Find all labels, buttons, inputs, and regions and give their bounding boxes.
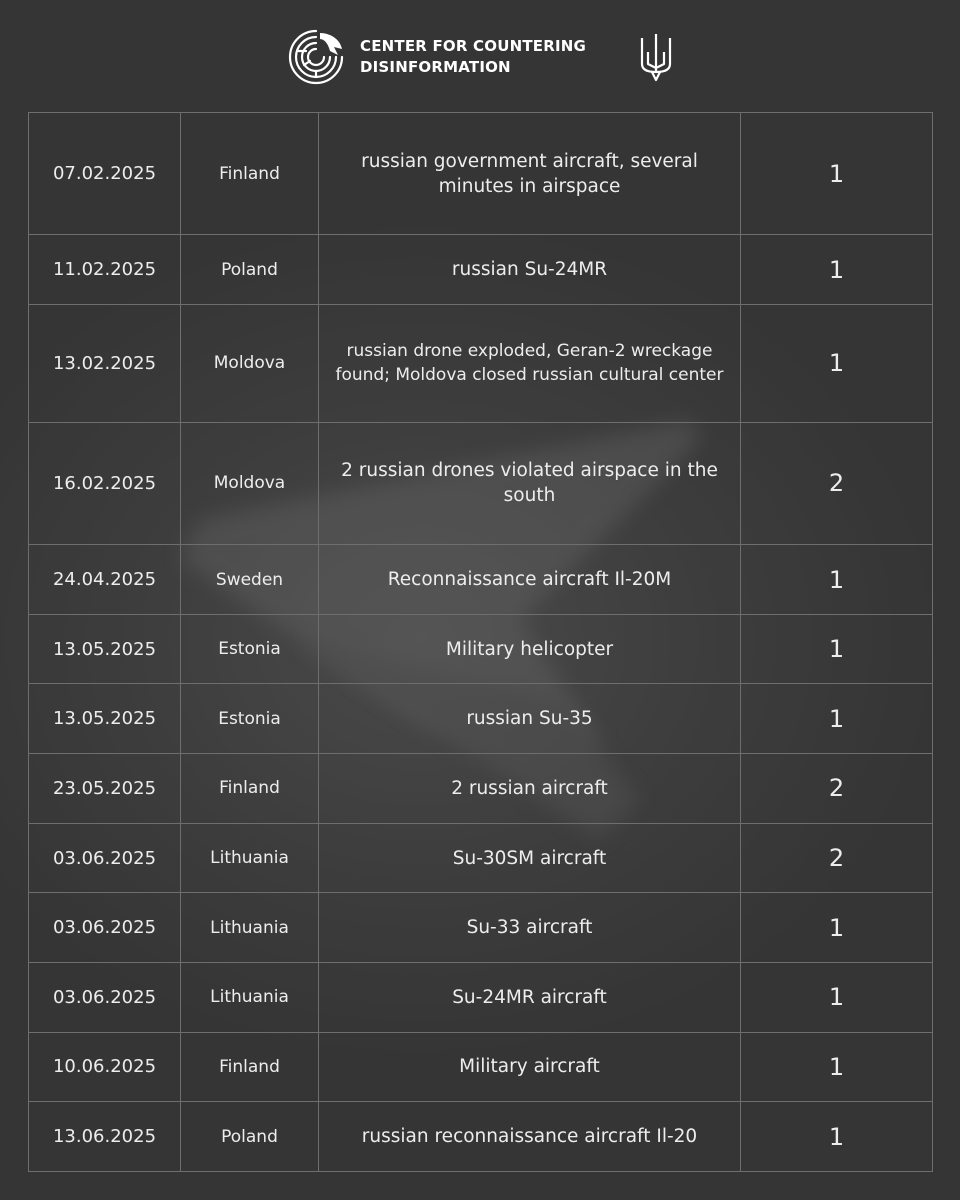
description-cell: russian drone exploded, Geran-2 wreckage found; Moldova closed russian cultural center [319, 305, 741, 423]
description-cell: russian reconnaissance aircraft Il-20 [319, 1102, 741, 1172]
date-cell: 24.04.2025 [29, 545, 181, 615]
country-cell: Estonia [181, 684, 319, 754]
incidents-table-body [29, 113, 933, 1172]
date-cell: 13.02.2025 [29, 305, 181, 423]
date-cell: 13.06.2025 [29, 1102, 181, 1172]
organization-name-line1: CENTER FOR COUNTERING [360, 37, 586, 55]
count-cell: 1 [741, 113, 933, 235]
country-cell: Moldova [181, 422, 319, 544]
country-cell: Poland [181, 1102, 319, 1172]
trident-icon [638, 32, 674, 82]
country-cell: Moldova [181, 305, 319, 423]
table-row [29, 754, 933, 824]
date-cell: 23.05.2025 [29, 754, 181, 824]
description-cell: russian Su-24MR [319, 235, 741, 305]
table-row [29, 235, 933, 305]
table-row [29, 1102, 933, 1172]
date-cell: 03.06.2025 [29, 893, 181, 963]
count-cell: 1 [741, 1032, 933, 1102]
incidents-table-container [28, 112, 932, 1172]
description-cell: russian Su-35 [319, 684, 741, 754]
count-cell: 1 [741, 235, 933, 305]
country-cell: Lithuania [181, 962, 319, 1032]
description-cell: Military aircraft [319, 1032, 741, 1102]
maze-eagle-logo-icon [286, 27, 346, 87]
country-cell: Estonia [181, 614, 319, 684]
table-row [29, 113, 933, 235]
count-cell: 1 [741, 545, 933, 615]
country-cell: Poland [181, 235, 319, 305]
table-row [29, 422, 933, 544]
date-cell: 11.02.2025 [29, 235, 181, 305]
description-cell: 2 russian aircraft [319, 754, 741, 824]
organization-name [360, 36, 630, 78]
description-cell: Su-24MR aircraft [319, 962, 741, 1032]
table-row [29, 614, 933, 684]
table-row [29, 962, 933, 1032]
date-cell: 13.05.2025 [29, 614, 181, 684]
description-cell: Reconnaissance aircraft Il-20M [319, 545, 741, 615]
table-row [29, 305, 933, 423]
count-cell: 1 [741, 614, 933, 684]
country-cell: Finland [181, 754, 319, 824]
date-cell: 13.05.2025 [29, 684, 181, 754]
country-cell: Lithuania [181, 893, 319, 963]
count-cell: 1 [741, 1102, 933, 1172]
table-row [29, 684, 933, 754]
description-cell: 2 russian drones violated airspace in the south [319, 422, 741, 544]
table-row [29, 1032, 933, 1102]
table-row [29, 823, 933, 893]
date-cell: 03.06.2025 [29, 962, 181, 1032]
country-cell: Lithuania [181, 823, 319, 893]
count-cell: 1 [741, 893, 933, 963]
date-cell: 03.06.2025 [29, 823, 181, 893]
description-cell: Su-30SM aircraft [319, 823, 741, 893]
table-row [29, 893, 933, 963]
date-cell: 07.02.2025 [29, 113, 181, 235]
count-cell: 1 [741, 962, 933, 1032]
count-cell: 2 [741, 754, 933, 824]
date-cell: 10.06.2025 [29, 1032, 181, 1102]
description-cell: Military helicopter [319, 614, 741, 684]
count-cell: 2 [741, 422, 933, 544]
country-cell: Finland [181, 1032, 319, 1102]
count-cell: 1 [741, 684, 933, 754]
country-cell: Sweden [181, 545, 319, 615]
country-cell: Finland [181, 113, 319, 235]
description-cell: Su-33 aircraft [319, 893, 741, 963]
incidents-table [28, 112, 933, 1172]
page-header [0, 26, 960, 88]
organization-name-line2: DISINFORMATION [360, 58, 511, 76]
description-cell: russian government aircraft, several minutes in airspace [319, 113, 741, 235]
count-cell: 2 [741, 823, 933, 893]
count-cell: 1 [741, 305, 933, 423]
table-row [29, 545, 933, 615]
date-cell: 16.02.2025 [29, 422, 181, 544]
